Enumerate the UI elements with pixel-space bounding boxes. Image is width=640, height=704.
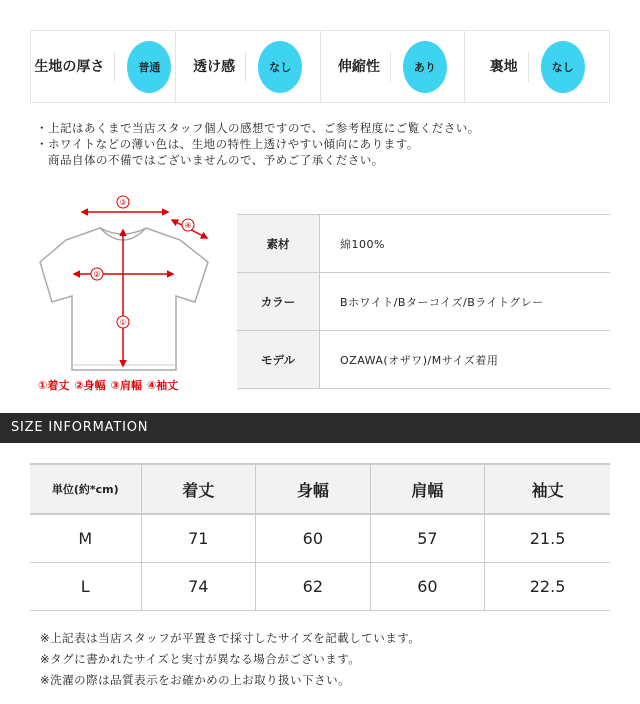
feel-value-badge: 普通 [127, 41, 171, 93]
value-cell: 22.5 [485, 562, 610, 610]
value-cell: 62 [256, 562, 371, 610]
size-info-heading: SIZE INFORMATION [0, 413, 640, 443]
note-line: ・上記はあくまで当店スタッフ個人の感想ですので、ご参考程度にご覧ください。 [36, 121, 480, 135]
spec-table [237, 214, 610, 389]
legend-item: ④袖丈 [146, 379, 179, 392]
spec-value: OZAWA(オザワ)/Mサイズ着用 [340, 353, 499, 367]
diagram-legend [38, 377, 183, 393]
footnote: ※洗濯の際は品質表示をお確かめの上お取り扱い下さい。 [40, 673, 351, 687]
size-cell: M [78, 528, 93, 548]
feel-value-badge: なし [258, 41, 302, 93]
header-length: 着丈 [141, 464, 256, 514]
marker-3: ③ [119, 198, 127, 207]
note-line: ・ホワイトなどの薄い色は、生地の特性上透けやすい傾向にあります。 [36, 137, 419, 151]
size-table [30, 463, 610, 611]
header-unit: 単位(約*cm) [51, 483, 119, 496]
feel-label: 裏地 [490, 52, 529, 82]
table-row [30, 562, 610, 610]
spec-value: 綿100% [340, 237, 385, 251]
value-cell: 21.5 [485, 514, 610, 562]
header-sleeve: 袖丈 [485, 464, 610, 514]
fabric-feel-panel [30, 30, 610, 103]
feel-lining [465, 31, 609, 102]
feel-transparency [176, 31, 321, 102]
value-cell: 57 [370, 514, 485, 562]
table-row [30, 514, 610, 562]
spec-row-color [237, 273, 610, 331]
marker-1: ① [119, 318, 127, 327]
feel-label: 透け感 [193, 52, 246, 82]
legend-item: ②身幅 [74, 379, 106, 392]
value-cell: 60 [370, 562, 485, 610]
tshirt-outline [40, 228, 208, 370]
spec-row-material [237, 215, 610, 273]
spec-label: カラー [237, 273, 320, 330]
spec-label: 素材 [237, 215, 320, 272]
marker-4: ④ [184, 221, 192, 230]
header-width: 身幅 [256, 464, 371, 514]
size-cell: L [80, 576, 90, 596]
feel-label: 生地の厚さ [34, 52, 115, 82]
legend-item: ③肩幅 [110, 379, 142, 392]
size-table-header [30, 464, 610, 514]
header-shoulder: 肩幅 [370, 464, 485, 514]
feel-value-badge: あり [403, 41, 447, 93]
feel-thickness [31, 31, 176, 102]
value-cell: 71 [141, 514, 256, 562]
feel-label: 伸縮性 [338, 52, 391, 82]
footnote: ※タグに書かれたサイズと実寸が異なる場合がございます。 [40, 652, 361, 666]
legend-item: ①着丈 [38, 379, 70, 392]
spec-value: Bホワイト/Bターコイズ/Bライトグレー [340, 295, 544, 309]
feel-value-badge: なし [541, 41, 585, 93]
marker-2: ② [93, 270, 101, 279]
spec-row-model [237, 331, 610, 389]
feel-stretch [321, 31, 466, 102]
note-line: 商品自体の不備ではございませんので、予めご了承ください。 [36, 153, 384, 167]
footnote: ※上記表は当店スタッフが平置きで採寸したサイズを記載しています。 [40, 631, 421, 645]
value-cell: 60 [256, 514, 371, 562]
spec-label: モデル [237, 331, 320, 388]
tshirt-measurement-diagram [30, 190, 220, 375]
feel-notes [36, 120, 480, 168]
size-footnotes [40, 628, 420, 691]
value-cell: 74 [141, 562, 256, 610]
